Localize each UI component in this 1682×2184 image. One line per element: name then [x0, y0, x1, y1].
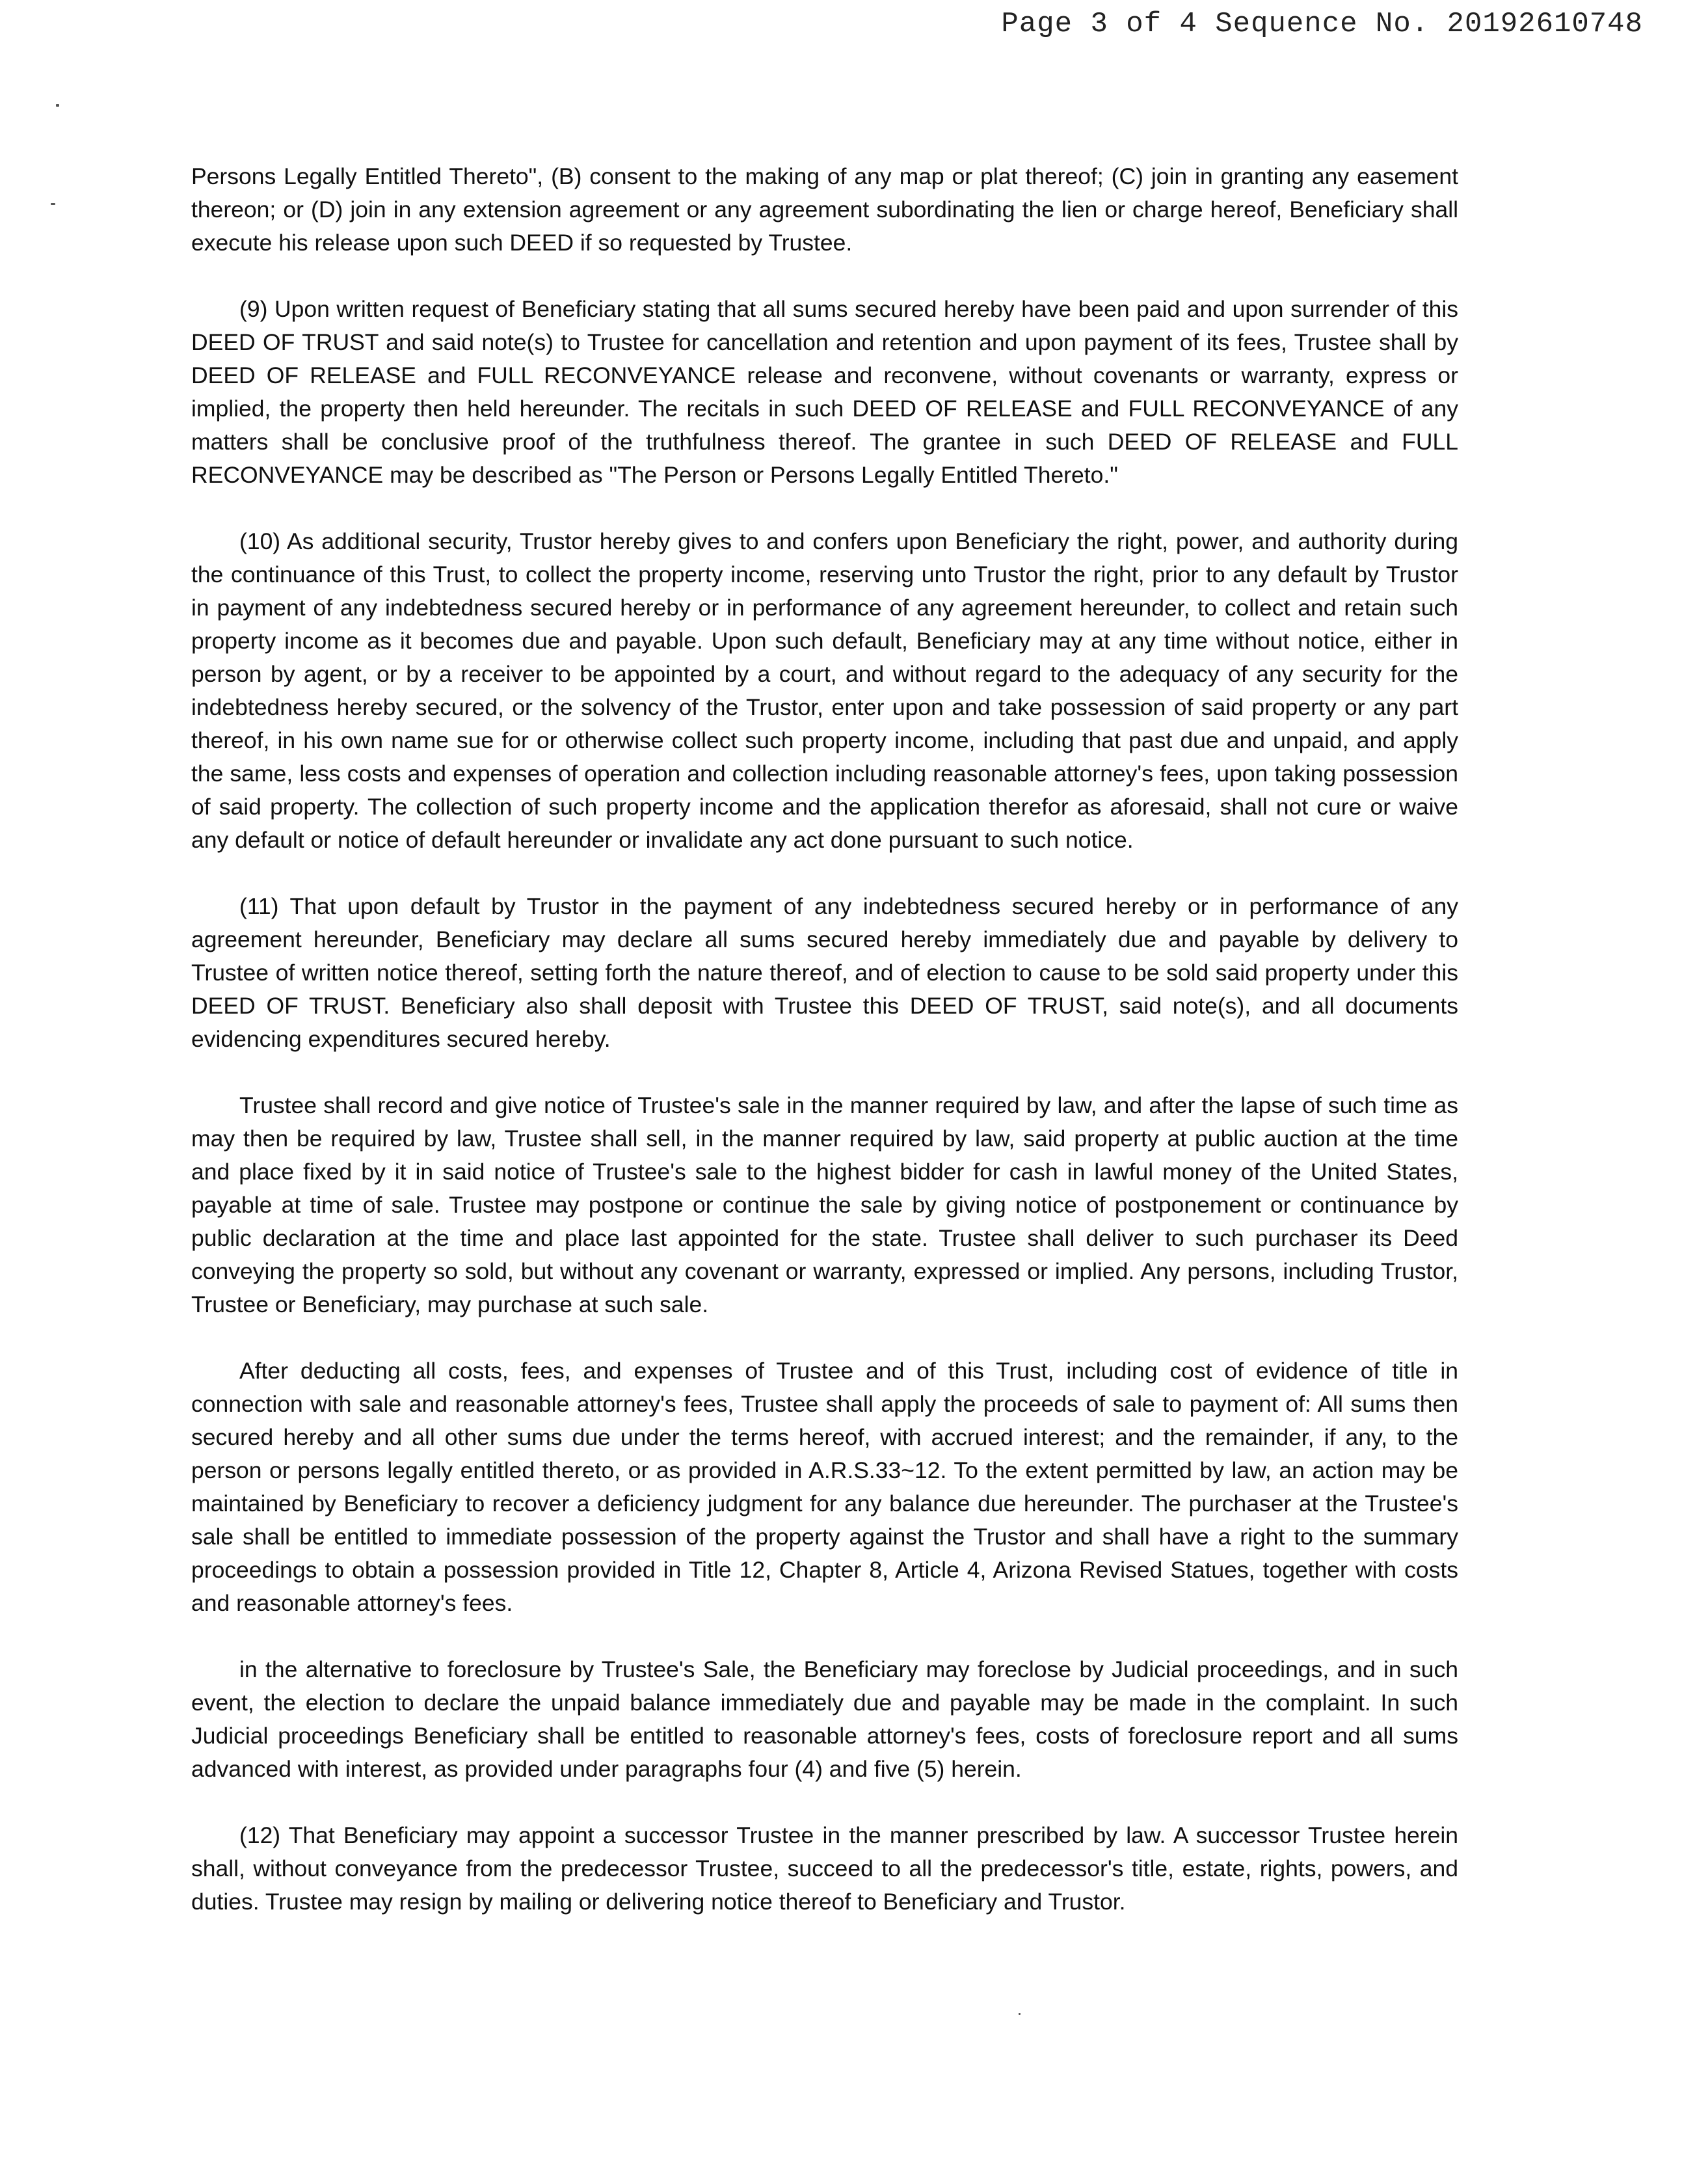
paragraph-11: (11) That upon default by Trustor in the payment of any indebtedness secured hereby or in performance of any agreement hereunder, Beneficiary may declare all sums secured hereby immediately due and payable by delivery to Trustee of written notice thereof, setting forth the nature thereof, and of election to cause to be sold said property under this DEED OF TRUST. Beneficiary also shall deposit with Trustee this DEED OF TRUST, said note(s), and all documents evidencing expenditures secured hereby. — [191, 893, 1458, 1052]
paragraph-continuation: Persons Legally Entitled Thereto", (B) consent to the making of any map or plat thereof; (C) join in granting any easement thereon; or (D) join in any extension agreement or any agreement subordinating the lien or charge hereof, Beneficiary shall execute his release upon such DEED if so requested by Trustee. — [191, 163, 1458, 256]
paragraph-9: (9) Upon written request of Beneficiary stating that all sums secured hereby have been paid and upon surrender of this DEED OF TRUST and said note(s) to Trustee for cancellation and retention and upon payment of its fees, Trustee shall by DEED OF RELEASE and FULL RECONVEYANCE release and reconvene, without covenants or warranty, express or implied, the property then held hereunder. The recitals in such DEED OF RELEASE and FULL RECONVEYANCE of any matters shall be conclusive proof of the truthfulness thereof. The grantee in such DEED OF RELEASE and FULL RECONVEYANCE may be described as "The Person or Persons Legally Entitled Thereto." — [191, 296, 1458, 488]
sequence-number: 20192610748 — [1447, 8, 1643, 40]
document-body — [191, 160, 1458, 1919]
scan-speck — [56, 104, 59, 107]
paragraph-proceeds: After deducting all costs, fees, and expenses of Trustee and of this Trust, including cost of evidence of title in connection with sale and reasonable attorney's fees, Trustee shall apply the proceeds of sale to payment of: All sums then secured hereby and all other sums due under the terms hereof, with accrued interest; and the remainder, if any, to the person or persons legally entitled thereto, or as provided in A.R.S.33~12. To the extent permitted by law, an action may be maintained by Beneficiary to recover a deficiency judgment for any balance due hereunder. The purchaser at the Trustee's sale shall be entitled to immediate possession of the property against the Trustor and shall have a right to the summary proceedings to obtain a possession provided in Title 12, Chapter 8, Article 4, Arizona Revised Statues, together with costs and reasonable attorney's fees. — [191, 1358, 1458, 1616]
paragraph-12: (12) That Beneficiary may appoint a successor Trustee in the manner prescribed by law. A successor Trustee herein shall, without conveyance from the predecessor Trustee, succeed to all the predecessor's title, estate, rights, powers, and duties. Trustee may resign by mailing or delivering notice thereof to Beneficiary and Trustor. — [191, 1822, 1458, 1915]
paragraph-trustee-sale: Trustee shall record and give notice of Trustee's sale in the manner required by law, and after the lapse of such time as may then be required by law, Trustee shall sell, in the manner required by law, said property at public auction at the time and place fixed by it in said notice of Trustee's sale to the highest bidder for cash in lawful money of the United States, payable at time of sale. Trustee may postpone or continue the sale by giving notice of postponement or continuance by public declaration at the time and place last appointed for the state. Trustee shall deliver to such purchaser its Deed conveying the property so sold, but without any covenant or warranty, expressed or implied. Any persons, including Trustor, Trustee or Beneficiary, may purchase at such sale. — [191, 1092, 1458, 1317]
page-header — [1001, 8, 1643, 40]
scan-speck — [1019, 2013, 1021, 2015]
page-number: Page 3 of 4 — [1001, 8, 1197, 40]
paragraph-10: (10) As additional security, Trustor hereby gives to and confers upon Beneficiary the right, power, and authority during the continuance of this Trust, to collect the property income, reserving unto Trustor the right, prior to any default by Trustor in payment of any indebtedness secured hereby or in performance of any agreement hereunder, to collect and retain such property income as it becomes due and payable. Upon such default, Beneficiary may at any time without notice, either in person by agent, or by a receiver to be appointed by a court, and without regard to the adequacy of any security for the indebtedness hereby secured, or the solvency of the Trustor, enter upon and take possession of said property or any part thereof, in his own name sue for or otherwise collect such property income, including that past due and unpaid, and apply the same, less costs and expenses of operation and collection including reasonable attorney's fees, upon taking possession of said property. The collection of such property income and the application therefor as aforesaid, shall not cure or waive any default or notice of default hereunder or invalidate any act done pursuant to such notice. — [191, 528, 1458, 853]
scan-speck — [51, 203, 55, 205]
paragraph-judicial-foreclosure: in the alternative to foreclosure by Trustee's Sale, the Beneficiary may foreclose by Judicial proceedings, and in such event, the election to declare the unpaid balance immediately due and payable may be made in the complaint. In such Judicial proceedings Beneficiary shall be entitled to reasonable attorney's fees, costs of foreclosure report and all sums advanced with interest, as provided under paragraphs four (4) and five (5) herein. — [191, 1656, 1458, 1782]
sequence-label: Sequence No. — [1215, 8, 1430, 40]
